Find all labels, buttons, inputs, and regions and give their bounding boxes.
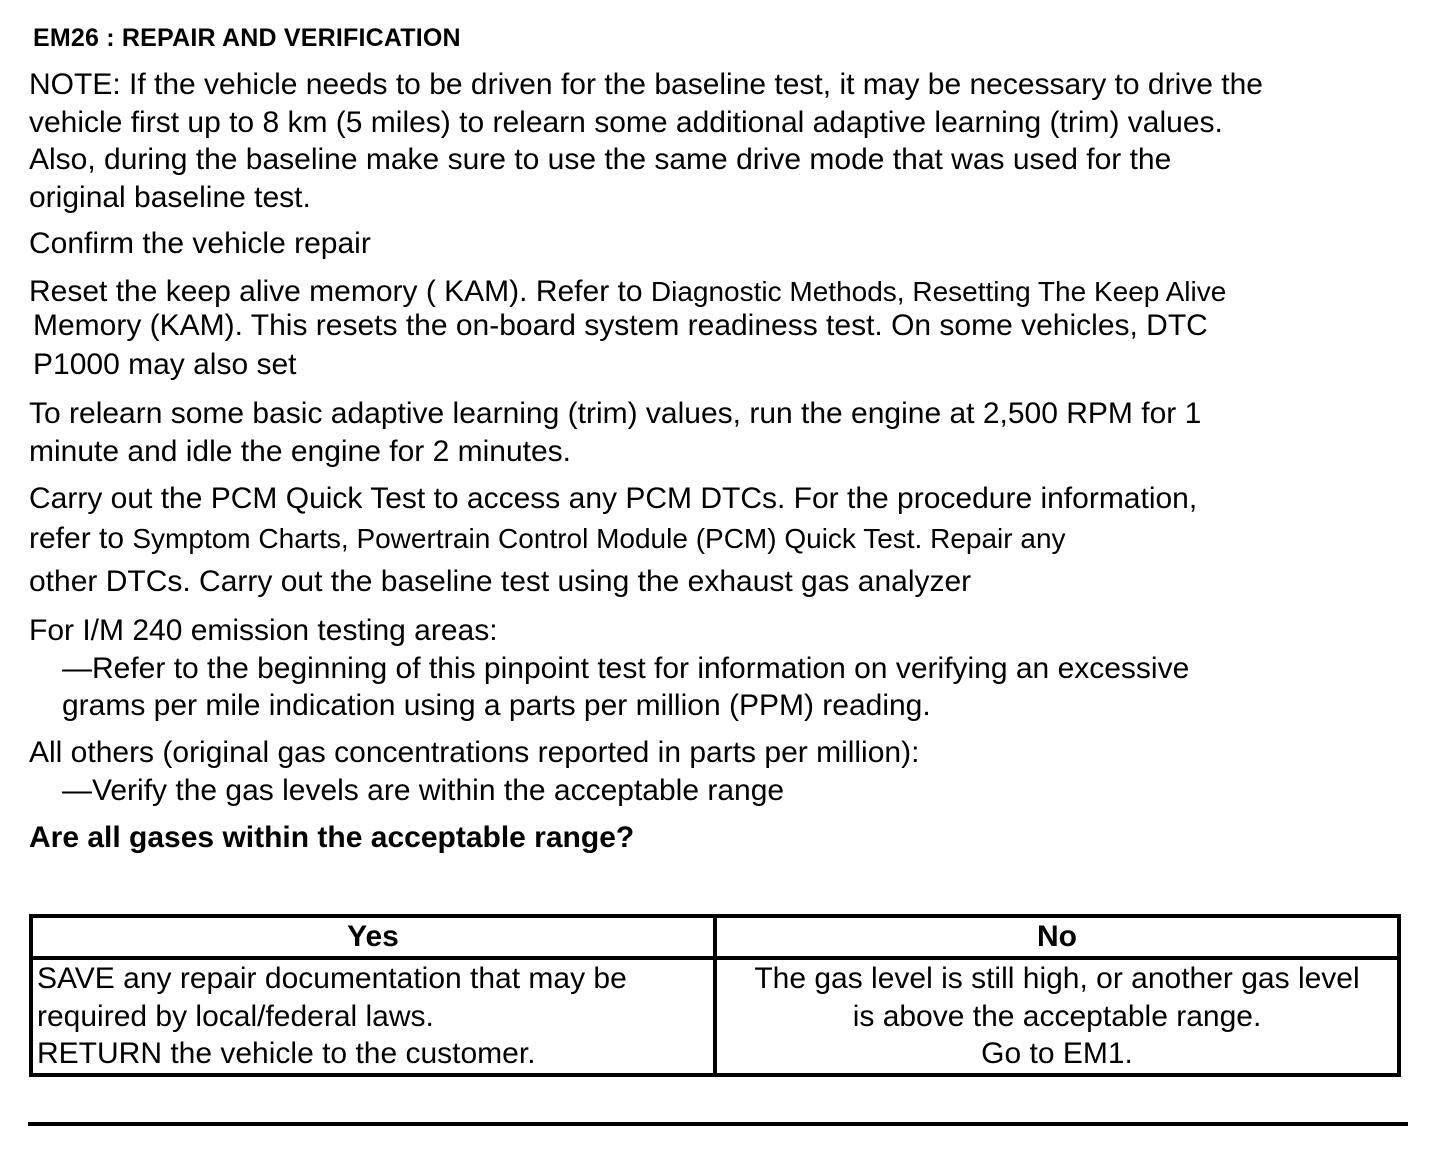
no-header: No	[715, 916, 1399, 958]
reset-kam-line-3: P1000 may also set	[33, 348, 297, 381]
yes-cell	[31, 958, 715, 1075]
others-heading: All others (original gas concentrations reported in parts per million):	[29, 736, 920, 769]
refer-to-text: refer to	[29, 521, 133, 555]
result-table	[29, 914, 1401, 1077]
symptom-charts-reference: Symptom Charts,	[132, 522, 357, 554]
reset-kam-paragraph	[29, 273, 1226, 384]
reset-kam-text: Reset the keep alive memory ( KAM). Refer to	[29, 275, 651, 308]
resetting-kam-reference: Resetting The Keep Alive	[912, 276, 1227, 307]
go-to-em1-link[interactable]: Go to EM1.	[981, 1037, 1133, 1070]
no-cell	[715, 958, 1399, 1075]
im240-paragraph	[29, 612, 1189, 725]
quick-test-line-1: Carry out the PCM Quick Test to access any PCM DTCs. For the procedure information,	[29, 482, 1198, 515]
confirm-paragraph	[29, 225, 371, 263]
no-line: is above the acceptable range.	[852, 999, 1262, 1033]
confirm-text: Confirm the vehicle repair	[29, 227, 371, 260]
relearn-line: minute and idle the engine for 2 minutes.	[29, 434, 572, 468]
note-line: Also, during the baseline make sure to use the same drive mode that was used for the	[29, 143, 1172, 176]
relearn-line: To relearn some basic adaptive learning (trim) values, run the engine at 2,500 RPM for 1	[29, 397, 1202, 430]
others-paragraph	[29, 734, 919, 809]
im240-item: grams per mile indication using a parts per million (PPM) reading.	[62, 689, 931, 722]
others-item: —Verify the gas levels are within the acceptable range	[62, 773, 785, 807]
note-line: original baseline test.	[29, 180, 311, 214]
quick-test-line-3: other DTCs. Carry out the baseline test using the exhaust gas analyzer	[29, 565, 972, 598]
quick-test-paragraph	[29, 480, 1197, 601]
note-line: vehicle first up to 8 km (5 miles) to relearn some additional adaptive learning (trim) values.	[29, 105, 1223, 139]
no-line: The gas level is still high, or another gas level	[754, 962, 1360, 995]
reset-kam-line-2: Memory (KAM). This resets the on-board system readiness test. On some vehicles, DTC	[33, 308, 1208, 342]
yes-header: Yes	[31, 916, 715, 958]
yes-line: SAVE any repair documentation that may be	[37, 962, 627, 995]
reset-kam-line-1	[29, 273, 1226, 311]
im240-item: —Refer to the beginning of this pinpoint test for information on verifying an excessive	[62, 651, 1190, 685]
yes-line: RETURN the vehicle to the customer.	[37, 1037, 536, 1070]
relearn-paragraph	[29, 395, 1201, 470]
table-header-row	[31, 916, 1399, 958]
yes-line: required by local/federal laws.	[37, 999, 434, 1033]
im240-heading: For I/M 240 emission testing areas:	[29, 614, 498, 647]
note-paragraph	[29, 66, 1263, 216]
note-line: NOTE: If the vehicle needs to be driven for the baseline test, it may be necessary to drive the	[29, 68, 1263, 101]
pcm-quick-test-reference: Powertrain Control Module (PCM) Quick Test. Repair any	[356, 522, 1066, 554]
page-title: EM26 : REPAIR AND VERIFICATION	[33, 24, 461, 52]
bottom-divider	[28, 1122, 1408, 1126]
question-paragraph	[29, 819, 634, 857]
quick-test-line-2	[29, 520, 1197, 558]
diagnostic-methods-reference: Diagnostic Methods,	[650, 276, 913, 307]
question-text: Are all gases within the acceptable range?	[29, 821, 635, 854]
table-row	[31, 958, 1399, 1075]
